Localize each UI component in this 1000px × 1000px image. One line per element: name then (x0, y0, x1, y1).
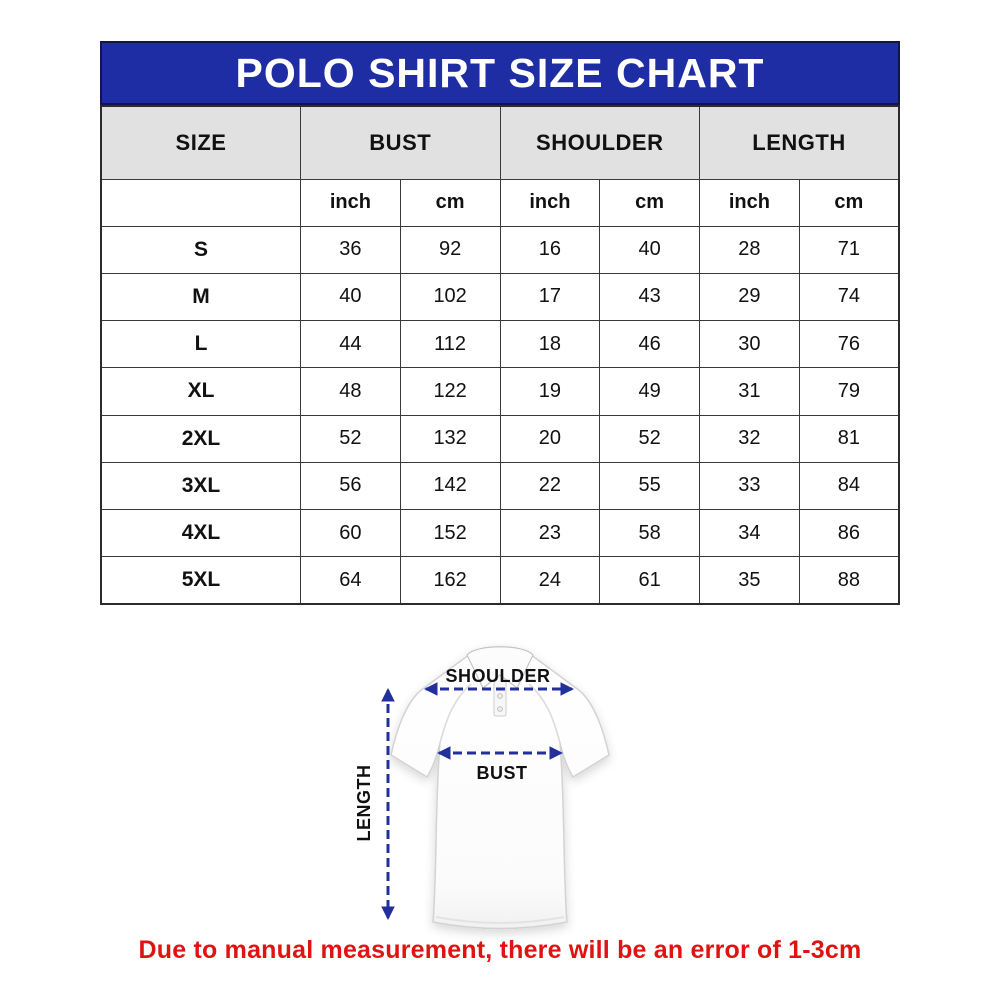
value-cell: 49 (600, 368, 700, 415)
header-shoulder: SHOULDER (500, 106, 700, 179)
value-cell: 88 (799, 557, 899, 604)
value-cell: 46 (600, 321, 700, 368)
value-cell: 32 (700, 415, 800, 462)
bust-label: BUST (476, 763, 528, 783)
header-length: LENGTH (700, 106, 900, 179)
value-cell: 23 (500, 510, 600, 557)
value-cell: 102 (400, 273, 500, 320)
value-cell: 132 (400, 415, 500, 462)
length-label: LENGTH (354, 764, 374, 842)
placket-button (498, 694, 503, 699)
value-cell: 44 (301, 321, 401, 368)
size-cell: XL (101, 368, 301, 415)
value-cell: 122 (400, 368, 500, 415)
value-cell: 34 (700, 510, 800, 557)
value-cell: 18 (500, 321, 600, 368)
value-cell: 35 (700, 557, 800, 604)
value-cell: 61 (600, 557, 700, 604)
value-cell: 55 (600, 462, 700, 509)
value-cell: 22 (500, 462, 600, 509)
value-cell: 19 (500, 368, 600, 415)
table-row-2xl (101, 415, 899, 462)
value-cell: 40 (600, 226, 700, 273)
value-cell: 30 (700, 321, 800, 368)
table-row-m (101, 273, 899, 320)
value-cell: 33 (700, 462, 800, 509)
unit-header-bust-cm: cm (400, 179, 500, 226)
value-cell: 20 (500, 415, 600, 462)
value-cell: 36 (301, 226, 401, 273)
table-row-s (101, 226, 899, 273)
shoulder-label: SHOULDER (445, 666, 551, 686)
value-cell: 112 (400, 321, 500, 368)
measurement-note: Due to manual measurement, there will be an error of 1-3cm (138, 936, 862, 964)
value-cell: 16 (500, 226, 600, 273)
value-cell: 71 (799, 226, 899, 273)
size-cell: 3XL (101, 462, 301, 509)
value-cell: 84 (799, 462, 899, 509)
table-row-3xl (101, 462, 899, 509)
page-title: POLO SHIRT SIZE CHART (235, 49, 765, 96)
value-cell: 86 (799, 510, 899, 557)
unit-header-shoulder-cm: cm (600, 179, 700, 226)
value-cell: 74 (799, 273, 899, 320)
value-cell: 58 (600, 510, 700, 557)
shirt-measurement-diagram (330, 638, 690, 943)
value-cell: 40 (301, 273, 401, 320)
size-cell: 2XL (101, 415, 301, 462)
unit-header-length-inch: inch (700, 179, 800, 226)
value-cell: 64 (301, 557, 401, 604)
unit-header-empty (101, 179, 301, 226)
unit-header-bust-inch: inch (301, 179, 401, 226)
table-group-header-row (101, 106, 899, 179)
value-cell: 52 (301, 415, 401, 462)
placket-button (498, 707, 503, 712)
value-cell: 79 (799, 368, 899, 415)
header-bust: BUST (301, 106, 501, 179)
value-cell: 152 (400, 510, 500, 557)
table-unit-header-row (101, 179, 899, 226)
value-cell: 31 (700, 368, 800, 415)
value-cell: 29 (700, 273, 800, 320)
size-cell: 5XL (101, 557, 301, 604)
value-cell: 92 (400, 226, 500, 273)
polo-shirt-figure (330, 638, 690, 943)
size-cell: S (101, 226, 301, 273)
value-cell: 56 (301, 462, 401, 509)
table-row-xl (101, 368, 899, 415)
title-bar (100, 41, 900, 105)
value-cell: 48 (301, 368, 401, 415)
table-row-4xl (101, 510, 899, 557)
value-cell: 17 (500, 273, 600, 320)
value-cell: 60 (301, 510, 401, 557)
unit-header-shoulder-inch: inch (500, 179, 600, 226)
size-cell: L (101, 321, 301, 368)
size-table (100, 105, 900, 605)
unit-header-length-cm: cm (799, 179, 899, 226)
size-cell: 4XL (101, 510, 301, 557)
value-cell: 81 (799, 415, 899, 462)
value-cell: 52 (600, 415, 700, 462)
size-cell: M (101, 273, 301, 320)
value-cell: 162 (400, 557, 500, 604)
table-row-5xl (101, 557, 899, 604)
value-cell: 142 (400, 462, 500, 509)
value-cell: 43 (600, 273, 700, 320)
value-cell: 24 (500, 557, 600, 604)
table-row-l (101, 321, 899, 368)
value-cell: 76 (799, 321, 899, 368)
header-size: SIZE (101, 106, 301, 179)
value-cell: 28 (700, 226, 800, 273)
